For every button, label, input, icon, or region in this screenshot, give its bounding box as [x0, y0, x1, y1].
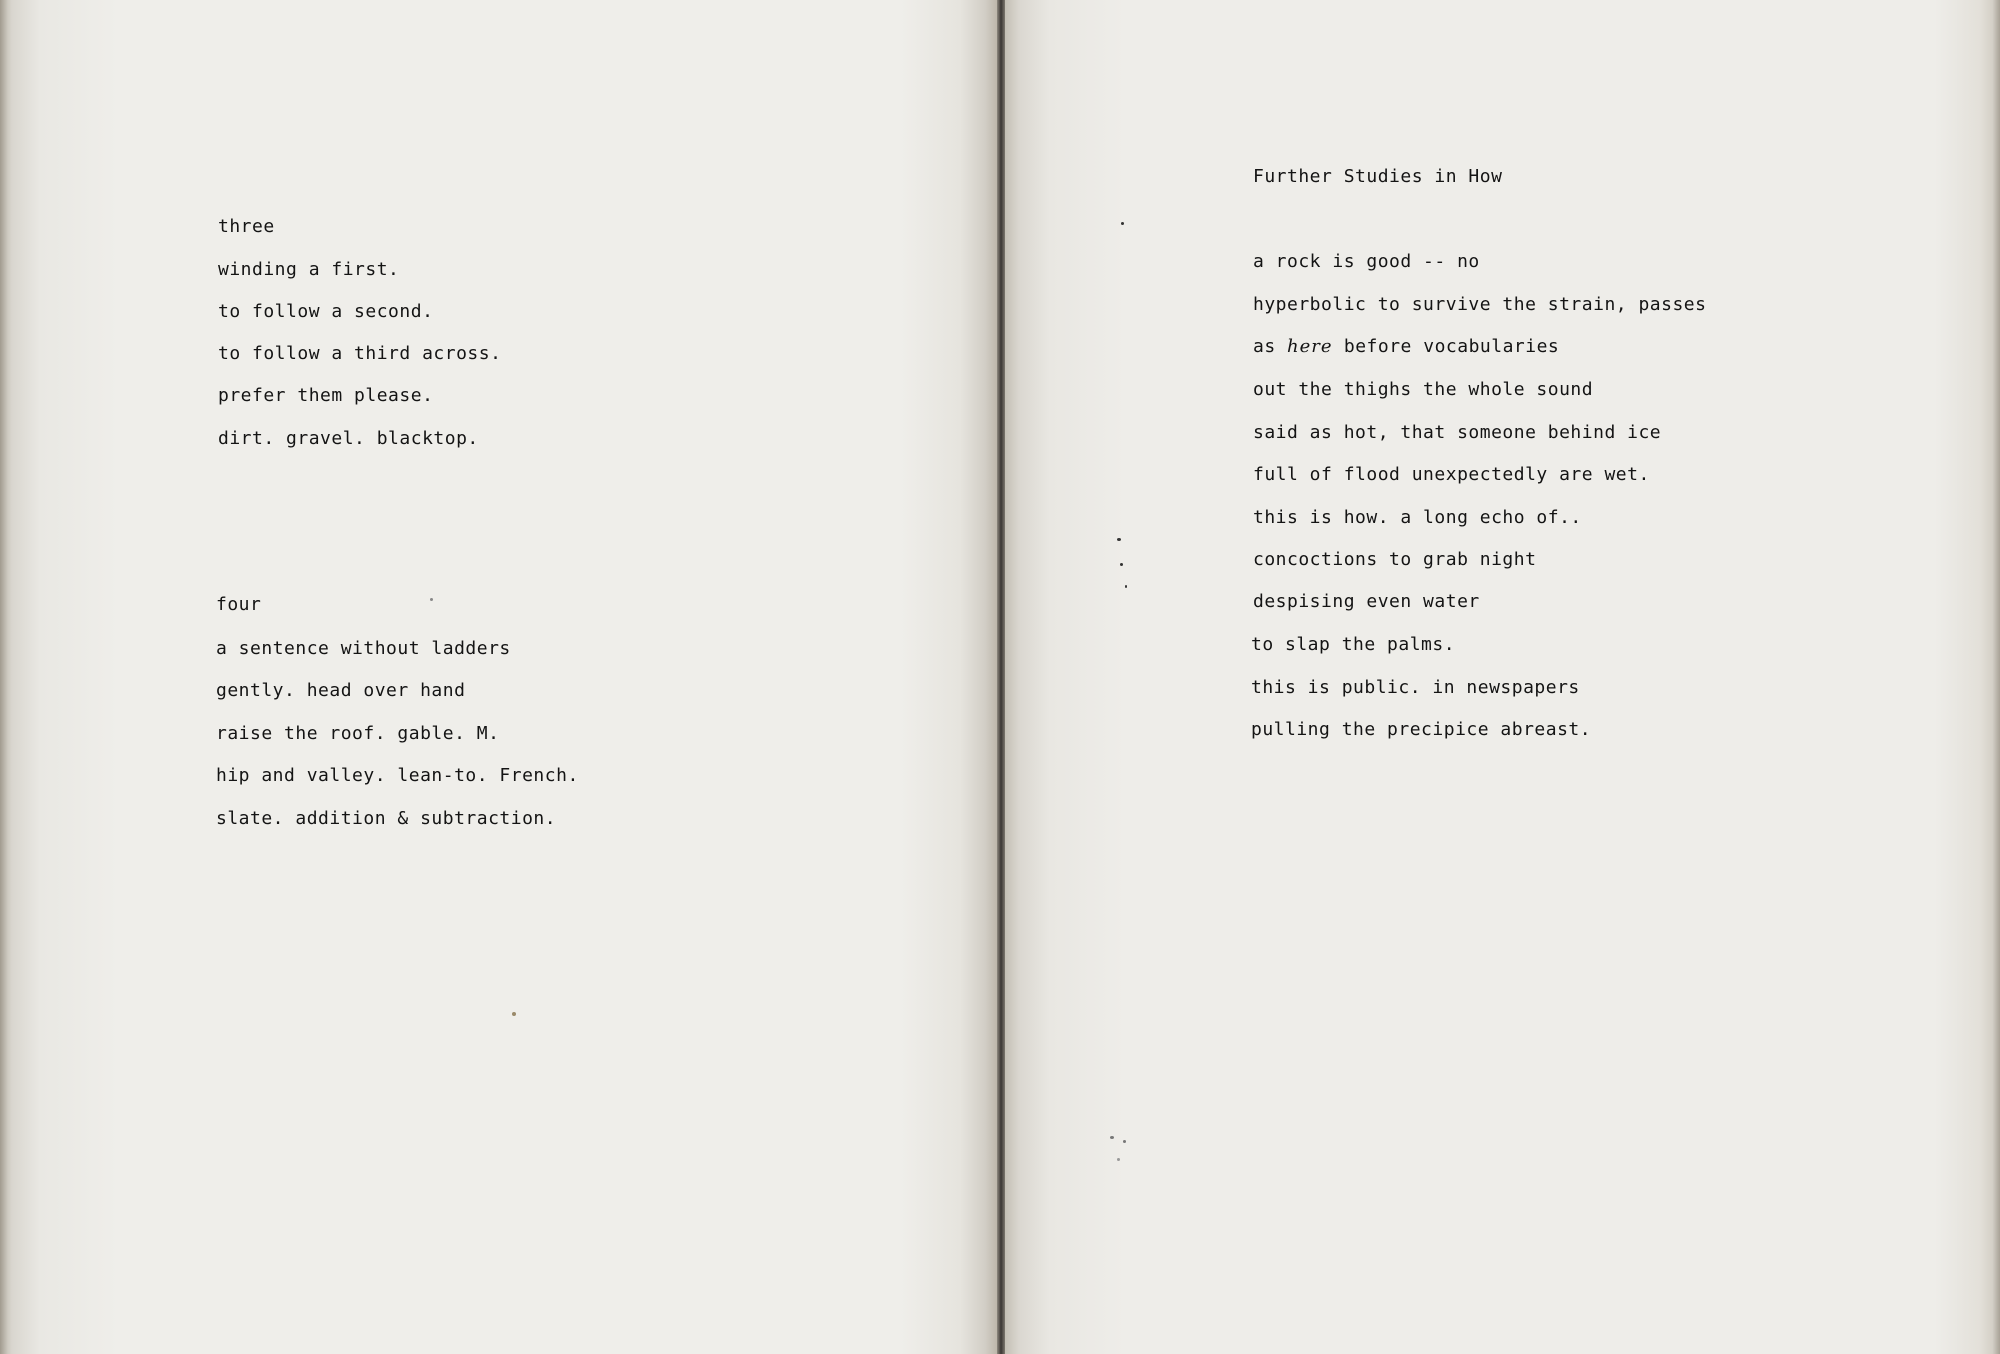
left-page-edge	[0, 0, 8, 1354]
poem-line-suffix: before vocabularies	[1332, 336, 1560, 357]
left-page	[0, 0, 997, 1354]
poem-line: prefer them please.	[218, 385, 434, 406]
paper-speck	[1123, 1140, 1126, 1143]
section-four-heading: four	[216, 594, 262, 615]
poem-line-italic-word: here	[1287, 336, 1333, 357]
poem-line: slate. addition & subtraction.	[216, 808, 557, 829]
poem-line: this is how. a long echo of..	[1253, 507, 1582, 528]
poem-line: hip and valley. lean-to. French.	[216, 765, 579, 786]
poem-line: hyperbolic to survive the strain, passes	[1253, 294, 1707, 315]
poem-line: concoctions to grab night	[1253, 549, 1537, 570]
poem-line: a sentence without ladders	[216, 638, 511, 659]
poem-line: dirt. gravel. blacktop.	[218, 428, 479, 449]
poem-line: to follow a third across.	[218, 343, 502, 364]
paper-speck	[1121, 222, 1124, 225]
poem-line: out the thighs the whole sound	[1253, 379, 1594, 400]
poem-line: winding a first.	[218, 259, 400, 280]
poem-line: this is public. in newspapers	[1251, 677, 1580, 698]
poem-line: pulling the precipice abreast.	[1251, 719, 1592, 740]
poem-line: to slap the palms.	[1251, 634, 1456, 655]
paper-speck	[1117, 1158, 1120, 1161]
paper-speck	[1125, 585, 1127, 588]
poem-right	[1253, 0, 1953, 1354]
poem-line: said as hot, that someone behind ice	[1253, 422, 1662, 443]
poem-line	[1253, 336, 1559, 357]
paper-speck	[1120, 563, 1123, 566]
poem-left	[218, 0, 918, 1354]
section-three-heading: three	[218, 216, 275, 237]
paper-speck	[430, 598, 433, 601]
right-page	[1005, 0, 2000, 1354]
poem-line: raise the roof. gable. M.	[216, 723, 500, 744]
poem-line-prefix: as	[1253, 336, 1288, 357]
poem-line: a rock is good -- no	[1253, 251, 1480, 272]
poem-line: gently. head over hand	[216, 680, 466, 701]
poem-line: despising even water	[1253, 591, 1480, 612]
poem-line: to follow a second.	[218, 301, 434, 322]
paper-speck	[1110, 1136, 1114, 1139]
paper-speck	[1117, 538, 1121, 541]
right-page-edge	[1992, 0, 2000, 1354]
book-gutter	[997, 0, 1005, 1354]
paper-speck	[512, 1012, 516, 1016]
poem-title: Further Studies in How	[1253, 166, 1503, 187]
poem-line: full of flood unexpectedly are wet.	[1253, 464, 1650, 485]
